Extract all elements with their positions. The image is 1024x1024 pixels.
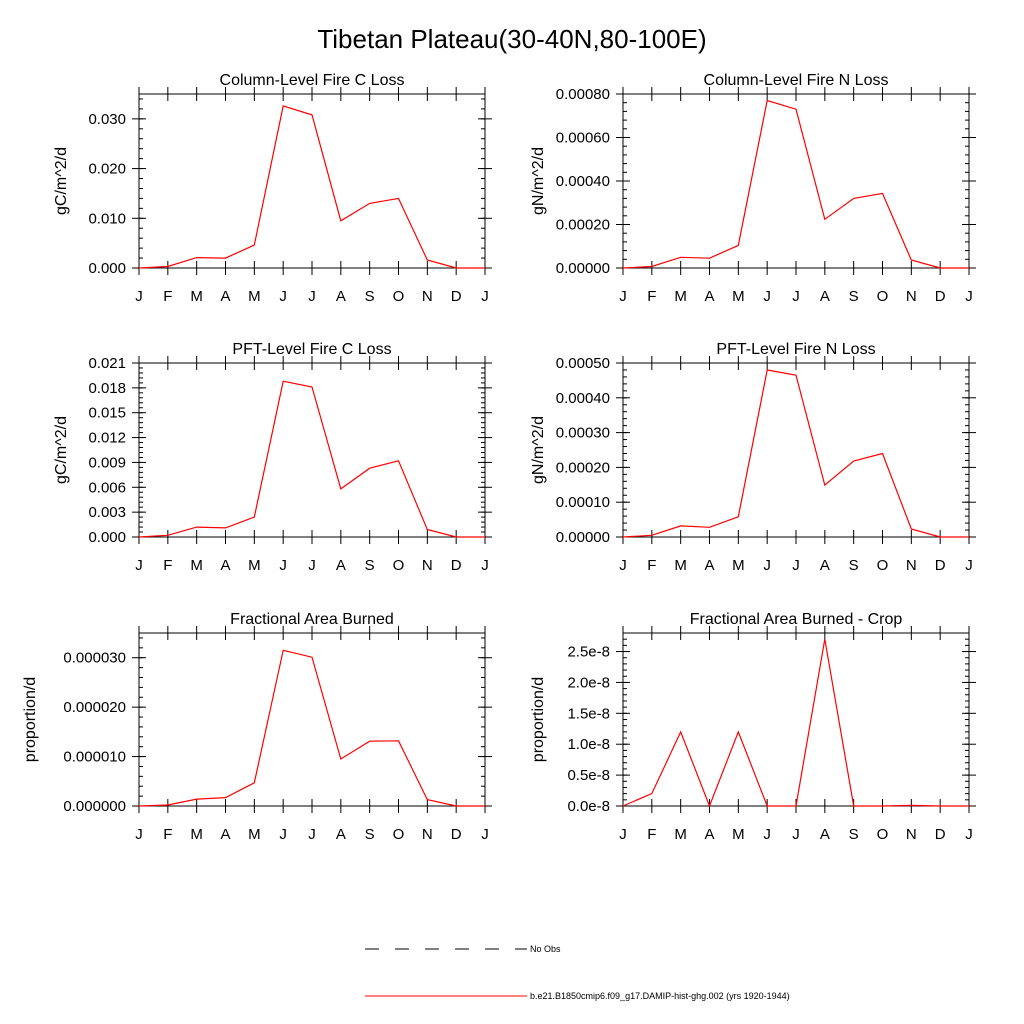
- y-axis-label: gC/m^2/d: [53, 416, 70, 484]
- plot-frame: [139, 94, 485, 268]
- y-tick-label: 0.00060: [555, 129, 610, 147]
- y-tick-label: 0.5e-8: [567, 767, 610, 785]
- legend-entry-1: [365, 944, 561, 954]
- series-line-1: [623, 101, 969, 269]
- x-tick-label: A: [704, 557, 715, 574]
- x-tick-label: J: [763, 826, 771, 843]
- y-tick-label: 0.015: [88, 404, 126, 422]
- y-tick-label: 0.00040: [555, 389, 610, 407]
- panels: [22, 72, 976, 843]
- y-axis-label: proportion/d: [22, 676, 39, 763]
- y-tick-label: 2.0e-8: [567, 674, 610, 692]
- x-tick-label: D: [450, 288, 462, 305]
- x-tick-label: J: [135, 557, 143, 574]
- x-tick-label: A: [704, 826, 715, 843]
- y-tick-label: 0.006: [88, 479, 126, 497]
- legend: [365, 944, 790, 1001]
- x-tick-label: S: [364, 288, 375, 305]
- panel-title: Fractional Area Burned - Crop: [689, 611, 903, 628]
- x-tick-label: M: [190, 557, 203, 574]
- x-tick-label: M: [732, 557, 745, 574]
- y-tick-label: 0.00030: [555, 424, 610, 442]
- x-tick-label: J: [481, 288, 489, 305]
- y-tick-label: 0.00010: [555, 494, 610, 512]
- x-tick-label: J: [279, 288, 287, 305]
- y-tick-label: 0.000010: [63, 748, 126, 766]
- x-tick-label: M: [248, 826, 261, 843]
- x-tick-label: O: [876, 826, 889, 843]
- legend-label: No Obs: [530, 944, 561, 954]
- y-tick-label: 0.003: [88, 504, 126, 522]
- x-tick-label: A: [220, 288, 231, 305]
- x-tick-label: A: [704, 288, 715, 305]
- panel-title: PFT-Level Fire C Loss: [232, 341, 392, 358]
- x-tick-label: M: [190, 288, 203, 305]
- x-tick-label: J: [135, 826, 143, 843]
- plot-frame: [623, 363, 969, 537]
- x-tick-label: O: [876, 557, 889, 574]
- x-tick-label: J: [965, 557, 973, 574]
- x-tick-label: O: [392, 557, 405, 574]
- chart-panel-2: [530, 72, 976, 305]
- x-tick-label: A: [819, 288, 830, 305]
- series-line-1: [623, 639, 969, 806]
- x-tick-label: J: [792, 557, 800, 574]
- chart-panel-4: [530, 341, 976, 574]
- y-tick-label: 0.00000: [555, 529, 610, 546]
- chart-panel-3: [53, 341, 492, 574]
- x-tick-label: S: [848, 557, 859, 574]
- x-tick-label: F: [647, 826, 657, 843]
- plot-frame: [623, 633, 969, 806]
- y-tick-label: 0.020: [88, 160, 126, 178]
- x-tick-label: N: [905, 557, 917, 574]
- x-tick-label: D: [450, 826, 462, 843]
- x-tick-label: O: [876, 288, 889, 305]
- x-tick-label: O: [392, 288, 405, 305]
- y-tick-label: 0.018: [88, 379, 126, 397]
- x-tick-label: J: [619, 557, 627, 574]
- y-axis-label: proportion/d: [530, 676, 547, 763]
- x-tick-label: J: [619, 288, 627, 305]
- y-axis-label: gN/m^2/d: [530, 416, 547, 484]
- x-tick-label: A: [819, 557, 830, 574]
- chart-panel-5: [22, 611, 492, 843]
- x-tick-label: A: [220, 557, 231, 574]
- y-tick-label: 1.0e-8: [567, 736, 610, 754]
- x-tick-label: M: [732, 826, 745, 843]
- x-tick-label: N: [905, 826, 917, 843]
- x-tick-label: S: [848, 288, 859, 305]
- y-tick-label: 0.030: [88, 110, 126, 128]
- y-tick-label: 0.00080: [555, 86, 610, 103]
- panel-title: Column-Level Fire C Loss: [219, 72, 405, 89]
- y-tick-label: 2.5e-8: [567, 643, 610, 661]
- x-tick-label: J: [763, 557, 771, 574]
- x-tick-label: M: [674, 288, 687, 305]
- panel-title: Column-Level Fire N Loss: [703, 72, 889, 89]
- x-tick-label: N: [421, 557, 433, 574]
- series-line-1: [623, 370, 969, 537]
- x-tick-label: N: [421, 288, 433, 305]
- y-tick-label: 0.00000: [555, 260, 610, 277]
- y-axis-label: gN/m^2/d: [530, 147, 547, 215]
- x-tick-label: A: [220, 826, 231, 843]
- x-tick-label: M: [248, 288, 261, 305]
- x-tick-label: J: [619, 826, 627, 843]
- x-tick-label: J: [308, 557, 316, 574]
- plot-frame: [623, 94, 969, 268]
- x-tick-label: M: [674, 557, 687, 574]
- x-tick-label: A: [819, 826, 830, 843]
- y-axis-label: gC/m^2/d: [53, 147, 70, 215]
- y-tick-label: 0.00020: [555, 216, 610, 234]
- x-tick-label: M: [732, 288, 745, 305]
- x-tick-label: J: [481, 557, 489, 574]
- y-tick-label: 0.000: [88, 260, 126, 277]
- y-tick-label: 0.009: [88, 454, 126, 472]
- y-tick-label: 0.00040: [555, 173, 610, 190]
- x-tick-label: D: [934, 288, 946, 305]
- x-tick-label: A: [335, 288, 346, 305]
- x-tick-label: M: [190, 826, 203, 843]
- x-tick-label: J: [965, 826, 973, 843]
- x-tick-label: J: [308, 288, 316, 305]
- chart-panel-1: [53, 72, 492, 305]
- x-tick-label: F: [163, 826, 173, 843]
- x-tick-label: O: [392, 826, 405, 843]
- panel-title: Fractional Area Burned: [230, 611, 394, 628]
- x-tick-label: J: [279, 826, 287, 843]
- x-tick-label: M: [674, 826, 687, 843]
- x-tick-label: J: [763, 288, 771, 305]
- x-tick-label: F: [647, 288, 657, 305]
- x-tick-label: F: [163, 288, 173, 305]
- y-tick-label: 0.00020: [555, 459, 610, 477]
- y-tick-label: 0.021: [88, 355, 126, 372]
- x-tick-label: J: [135, 288, 143, 305]
- x-tick-label: J: [965, 288, 973, 305]
- y-tick-label: 0.000: [88, 529, 126, 546]
- series-line-1: [139, 650, 485, 806]
- y-tick-label: 1.5e-8: [567, 705, 610, 723]
- y-tick-label: 0.0e-8: [567, 798, 610, 815]
- x-tick-label: N: [905, 288, 917, 305]
- x-tick-label: D: [934, 557, 946, 574]
- y-tick-label: 0.012: [88, 429, 126, 447]
- x-tick-label: J: [308, 826, 316, 843]
- x-tick-label: A: [335, 826, 346, 843]
- x-tick-label: J: [792, 288, 800, 305]
- y-tick-label: 0.000000: [63, 798, 126, 815]
- x-tick-label: S: [848, 826, 859, 843]
- x-tick-label: F: [647, 557, 657, 574]
- y-tick-label: 0.00050: [555, 355, 610, 372]
- x-tick-label: S: [364, 826, 375, 843]
- panel-title: PFT-Level Fire N Loss: [716, 341, 876, 358]
- x-tick-label: J: [792, 826, 800, 843]
- series-line-1: [139, 106, 485, 268]
- x-tick-label: D: [934, 826, 946, 843]
- y-tick-label: 0.010: [88, 210, 126, 228]
- series-line-1: [139, 381, 485, 537]
- legend-label: b.e21.B1850cmip6.f09_g17.DAMIP-hist-ghg.002 (yrs 1920-1944): [530, 991, 790, 1001]
- x-tick-label: F: [163, 557, 173, 574]
- legend-entry-2: [365, 991, 790, 1001]
- y-tick-label: 0.000030: [63, 649, 126, 667]
- x-tick-label: N: [421, 826, 433, 843]
- x-tick-label: A: [335, 557, 346, 574]
- x-tick-label: S: [364, 557, 375, 574]
- chart-panel-6: [530, 611, 976, 843]
- y-tick-label: 0.000020: [63, 699, 126, 717]
- x-tick-label: D: [450, 557, 462, 574]
- x-tick-label: J: [481, 826, 489, 843]
- figure-title: Tibetan Plateau(30-40N,80-100E): [317, 24, 707, 54]
- x-tick-label: M: [248, 557, 261, 574]
- x-tick-label: J: [279, 557, 287, 574]
